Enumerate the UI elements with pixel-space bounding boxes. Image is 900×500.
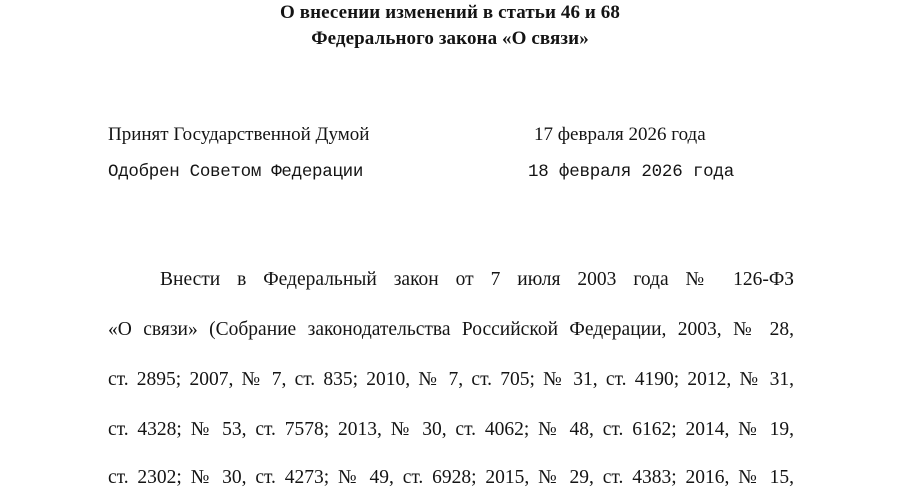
body-text-line-2: «О связи» (Собрание законодательства Российской Федерации, 2003, № 28,: [108, 319, 794, 340]
council-approval-label: Одобрен Советом Федерации: [108, 162, 364, 182]
council-approval-date: 18 февраля 2026 года: [528, 162, 735, 182]
body-text-line-5: ст. 2302; № 30, ст. 4273; № 49, ст. 6928; 2015, № 29, ст. 4383; 2016, № 15,: [108, 467, 794, 488]
body-text-line-1: Внести в Федеральный закон от 7 июля 2003 года № 126-ФЗ: [160, 269, 794, 290]
body-text-line-3: ст. 2895; 2007, № 7, ст. 835; 2010, № 7, ст. 705; № 31, ст. 4190; 2012, № 31,: [108, 369, 794, 390]
duma-adoption-date: 17 февраля 2026 года: [534, 124, 706, 145]
document-title-line-1: О внесении изменений в статьи 46 и 68: [280, 2, 620, 23]
duma-adoption-row: [0, 124, 900, 148]
body-text-line-4: ст. 4328; № 53, ст. 7578; 2013, № 30, ст. 4062; № 48, ст. 6162; 2014, № 19,: [108, 419, 794, 440]
council-approval-row: [0, 162, 900, 186]
duma-adoption-label: Принят Государственной Думой: [108, 124, 370, 145]
document-title-line-2: Федерального закона «О связи»: [311, 28, 589, 49]
